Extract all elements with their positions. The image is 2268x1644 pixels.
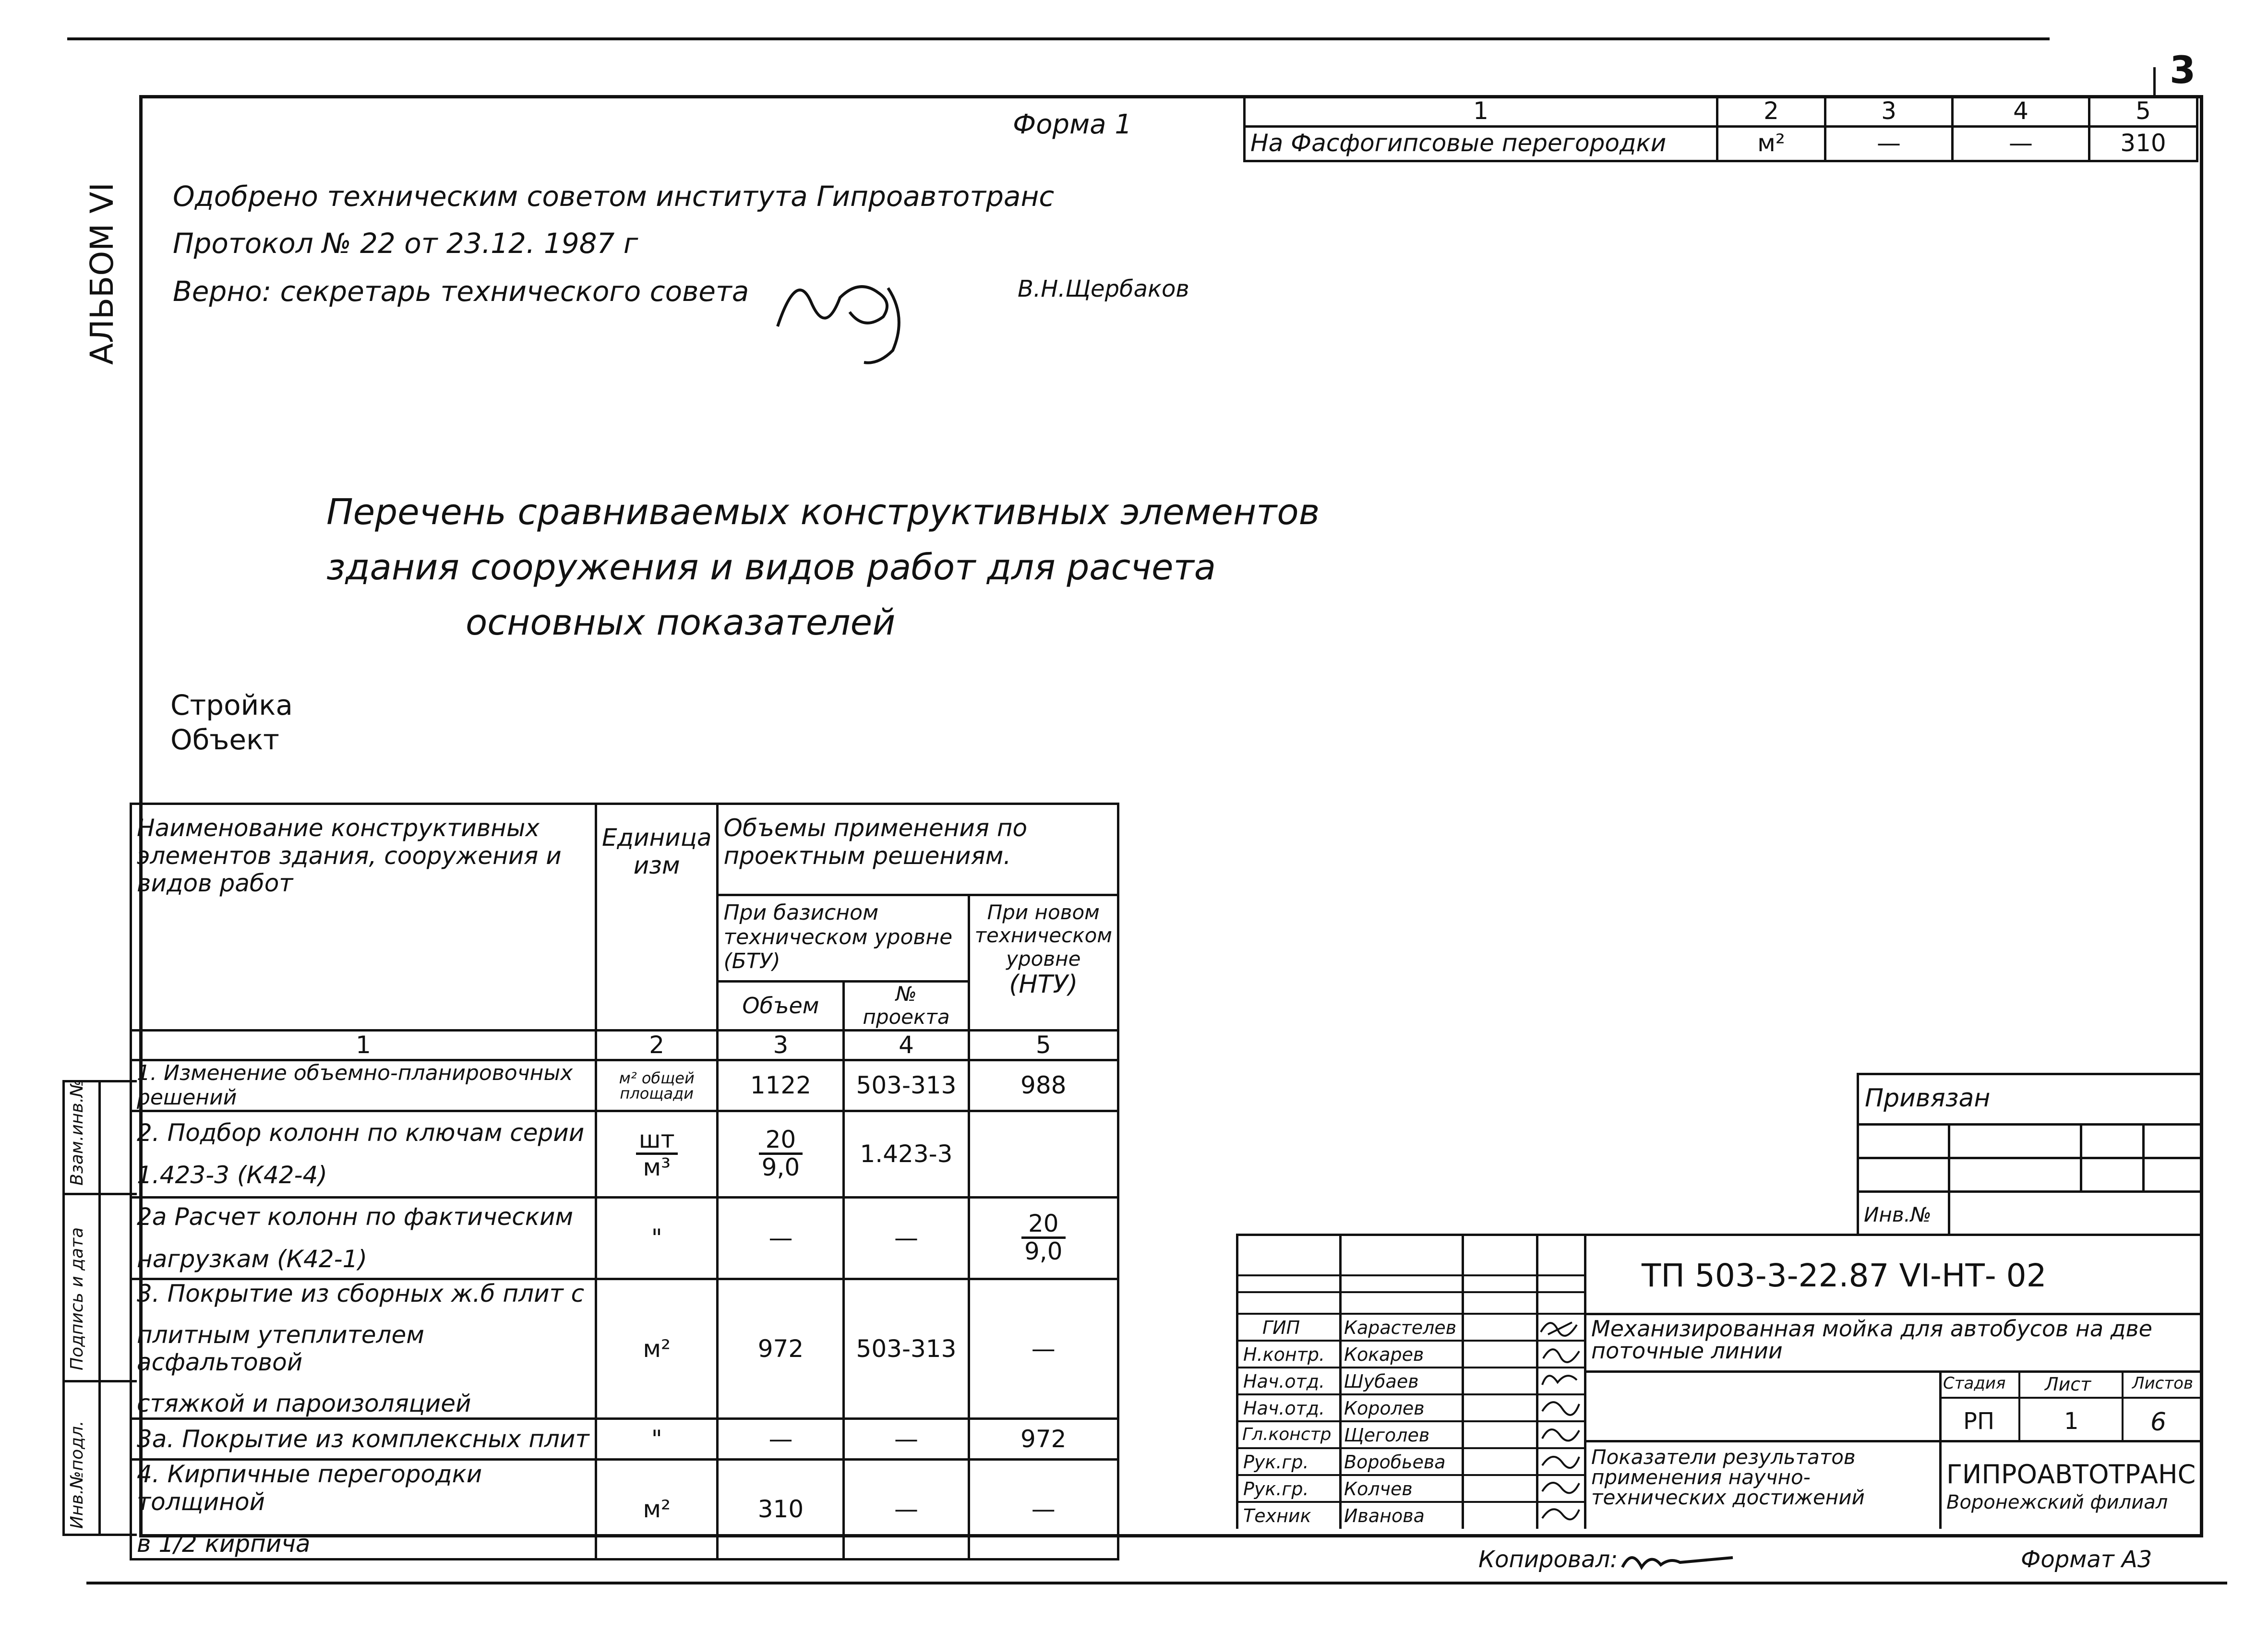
row3-volume: 972 [718, 1279, 844, 1419]
side-stamp-replace-inv: Взам.инв.№ [67, 1079, 87, 1186]
row2a-project: — [844, 1198, 969, 1279]
people-row [1238, 1313, 1584, 1342]
row2-unit [596, 1111, 718, 1198]
row2a-name-line1: 2а Расчет колонн по фактическим [137, 1203, 574, 1231]
people-list [1238, 1313, 1584, 1529]
table-row [131, 1460, 1118, 1560]
col-number-2: 2 [596, 1030, 718, 1060]
person-role: ГИП [1262, 1317, 1300, 1338]
person-role: Рук.гр. [1243, 1478, 1309, 1500]
top-table-row-unit: м² [1717, 126, 1825, 161]
table-row [131, 1279, 1118, 1419]
row2-unit-num: шт [636, 1127, 678, 1155]
col-number-3: 3 [718, 1030, 844, 1060]
signatures-column [1538, 1313, 1584, 1529]
person-name: Щеголев [1344, 1425, 1430, 1446]
row2-name-line1: 2. Подбор колонн по ключам серии [137, 1119, 585, 1147]
stage-label: Стадия [1943, 1374, 2006, 1393]
title-line-3: основных показателей [466, 602, 896, 643]
main-table-header-ntu [969, 895, 1118, 1031]
row3a-name: 3а. Покрытие из комплексных плит [131, 1419, 596, 1460]
person-name: Королев [1344, 1398, 1425, 1419]
row2a-ntu-den: 9,0 [1024, 1237, 1063, 1265]
form-label: Форма 1 [1013, 109, 1132, 140]
top-table [1243, 95, 2198, 162]
row3-name-line1: 3. Покрытие из сборных ж.б плит с [137, 1280, 585, 1308]
row1-volume: 1122 [718, 1060, 844, 1111]
binding-inv: Инв.№ [1864, 1203, 1932, 1226]
side-stamp-sign-date: Подпись и дата [67, 1227, 87, 1370]
col-number-4: 4 [844, 1030, 969, 1060]
album-label: АЛЬБОМ VI [84, 182, 120, 365]
main-table-header-unit: Единица изм [596, 804, 718, 1031]
row1-unit: м² общей площади [596, 1060, 718, 1111]
page-number: 3 [2170, 49, 2196, 92]
row3a-unit: " [596, 1419, 718, 1460]
row2-volume [718, 1111, 844, 1198]
sheets-label: Листов [2132, 1374, 2194, 1393]
row4-name [131, 1460, 596, 1560]
main-table-header-group: Объемы применения по проектным решениям. [718, 804, 1118, 895]
row4-name-line1: 4. Кирпичные перегородки толщиной [137, 1460, 482, 1516]
row2a-volume: — [718, 1198, 844, 1279]
side-stamp [62, 1080, 137, 1536]
col-number-5: 5 [969, 1030, 1118, 1060]
ntu-header-text: При новом техническом уровне [974, 900, 1112, 971]
top-table-row-col3: — [1825, 126, 1953, 161]
row3-ntu: — [969, 1279, 1118, 1419]
person-role: Рук.гр. [1243, 1452, 1309, 1473]
approval-line: Одобрено техническим советом института Гипроавтотранс [173, 180, 1055, 213]
table-row [131, 1198, 1118, 1279]
row2-unit-den: м³ [643, 1153, 671, 1181]
title-line-1: Перечень сравниваемых конструктивных элементов [326, 492, 1320, 533]
row2-project: 1.423-3 [844, 1111, 969, 1198]
object-label: Объект [170, 723, 279, 756]
format-label: Формат А3 [2021, 1546, 2152, 1573]
row1-project: 503-313 [844, 1060, 969, 1111]
person-role: Нач.отд. [1243, 1398, 1325, 1419]
top-table-header-3: 3 [1825, 96, 1953, 127]
table-row [131, 1111, 1118, 1198]
main-table-header-btu: При базисном техническом уровне (БТУ) [718, 895, 969, 982]
person-name: Кокарев [1344, 1344, 1424, 1365]
binding-title: Привязан [1865, 1084, 1991, 1113]
row1-name: 1. Изменение объемно-планировочных решений [131, 1060, 596, 1111]
row3a-volume: — [718, 1419, 844, 1460]
row2a-name-line2: нагрузкам (К42-1) [137, 1245, 367, 1273]
row2a-unit: " [596, 1198, 718, 1279]
row3a-project: — [844, 1419, 969, 1460]
row3-unit: м² [596, 1279, 718, 1419]
verified-line: Верно: секретарь технического совета [173, 275, 749, 308]
row4-ntu: — [969, 1460, 1118, 1560]
top-table-row-col5: 310 [2089, 126, 2197, 161]
side-stamp-inv-orig: Инв.№подл. [67, 1420, 87, 1529]
binding-box [1857, 1073, 2201, 1236]
row2-name-line2: 1.423-3 (К42-4) [137, 1161, 327, 1189]
person-role: Техник [1243, 1505, 1311, 1526]
sheet-title: Показатели результатов применения научно-технических достижений [1591, 1445, 1865, 1509]
row3-project: 503-313 [844, 1279, 969, 1419]
person-role: Нач.отд. [1243, 1371, 1325, 1392]
row4-project: — [844, 1460, 969, 1560]
top-table-header-1: 1 [1245, 96, 1717, 127]
row1-ntu: 988 [969, 1060, 1118, 1111]
person-name: Колчев [1344, 1478, 1413, 1500]
people-row [1238, 1420, 1584, 1449]
row2a-ntu-num: 20 [1021, 1211, 1066, 1239]
title-block [1236, 1234, 2201, 1529]
person-role: Н.контр. [1243, 1344, 1325, 1365]
copied-label: Копировал: [1478, 1546, 1618, 1573]
person-name: Карастелев [1344, 1317, 1457, 1338]
col-number-1: 1 [131, 1030, 596, 1060]
person-name: Шубаев [1344, 1371, 1419, 1392]
people-row [1238, 1340, 1584, 1368]
copier-signature [1618, 1543, 1738, 1582]
row4-unit: м² [596, 1460, 718, 1560]
row2-vol-den: 9,0 [761, 1153, 800, 1181]
people-row [1238, 1474, 1584, 1503]
ntu-header-abbr: (НТУ) [1009, 970, 1078, 999]
sheets-value: 6 [2150, 1408, 2167, 1437]
row3a-ntu: 972 [969, 1419, 1118, 1460]
row3-name [131, 1279, 596, 1419]
org-branch: Воронежский филиал [1946, 1491, 2168, 1513]
people-row [1238, 1447, 1584, 1476]
row4-name-line2: в 1/2 кирпича [137, 1530, 311, 1558]
table-row [131, 1060, 1118, 1111]
people-row [1238, 1367, 1584, 1395]
row3-name-line2: плитным утеплителем асфальтовой [137, 1320, 424, 1377]
people-row [1238, 1501, 1584, 1528]
person-name: Воробьева [1344, 1452, 1446, 1473]
sheet-value: 1 [2064, 1408, 2079, 1435]
person-name: Иванова [1344, 1505, 1425, 1526]
person-role: Гл.констр [1242, 1425, 1332, 1444]
protocol-line: Протокол № 22 от 23.12. 1987 г [173, 227, 638, 260]
main-table-header-project: № проекта [844, 982, 969, 1031]
row2-vol-num: 20 [759, 1127, 803, 1155]
project-name: Механизированная мойка для автобусов на две поточные линии [1591, 1316, 2152, 1364]
row4-volume: 310 [718, 1460, 844, 1560]
row2a-name [131, 1198, 596, 1279]
secretary-name: В.Н.Щербаков [1018, 276, 1189, 302]
top-table-row-col4: — [1953, 126, 2089, 161]
main-table-header-name: Наименование конструктивных элементов здания, сооружения и видов работ [131, 804, 596, 1031]
top-table-header-5: 5 [2089, 96, 2197, 127]
frame-top-margin-line [67, 37, 2050, 40]
top-table-header-2: 2 [1717, 96, 1825, 127]
row2a-ntu [969, 1198, 1118, 1279]
main-table-header-volume: Объем [718, 982, 844, 1031]
page-number-box-left [2153, 67, 2156, 97]
people-row [1238, 1393, 1584, 1422]
site-label: Стройка [170, 689, 293, 721]
frame-bottom-margin-line [86, 1582, 2227, 1584]
top-table-header-4: 4 [1953, 96, 2089, 127]
main-table [130, 803, 1119, 1560]
top-table-row-name: На Фасфогипсовые перегородки [1245, 126, 1717, 161]
document-code: ТП 503-3-22.87 VI-НТ- 02 [1642, 1257, 2047, 1294]
row2-ntu [969, 1111, 1118, 1198]
sheet-label: Лист [2045, 1374, 2091, 1395]
row2-name [131, 1111, 596, 1198]
table-row [131, 1419, 1118, 1460]
row3-name-line3: стяжкой и пароизоляцией [137, 1389, 471, 1417]
secretary-signature [768, 259, 922, 370]
org-name: ГИПРОАВТОТРАНС [1946, 1459, 2196, 1489]
stage-value: РП [1963, 1408, 1995, 1435]
title-line-2: здания сооружения и видов работ для расчета [326, 547, 1216, 588]
